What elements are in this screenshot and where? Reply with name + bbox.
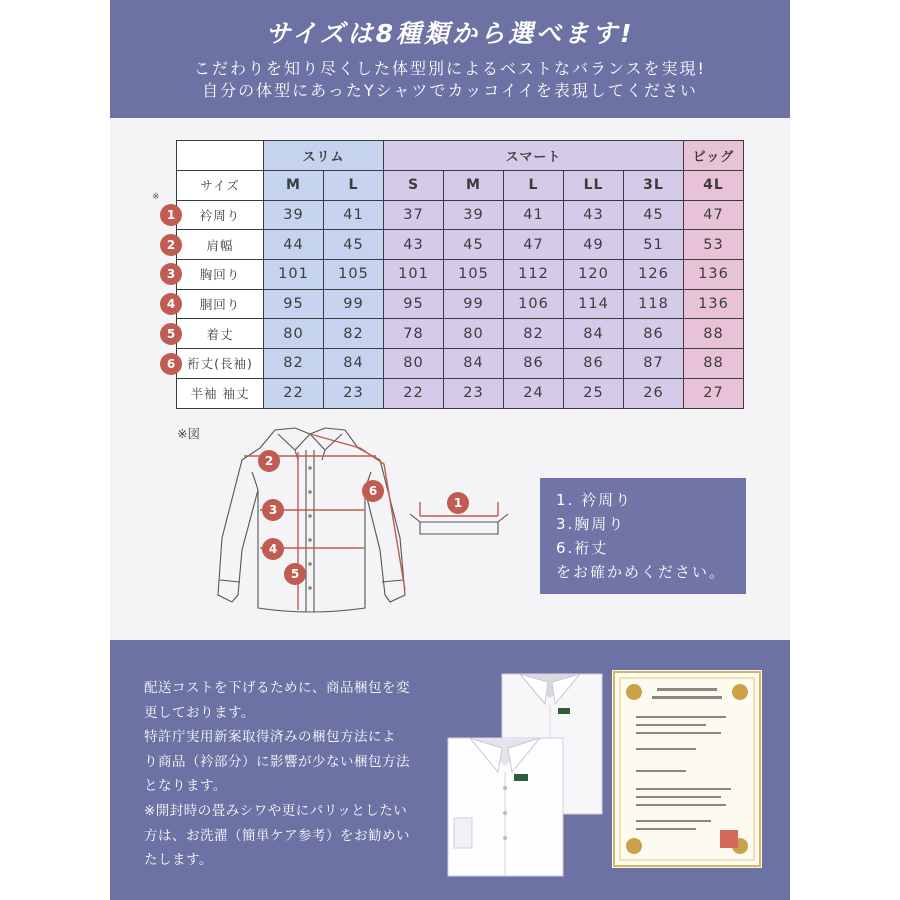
shirt-diagram <box>200 420 415 615</box>
table-cell: 45 <box>444 230 504 260</box>
info-line: 3.胸周り <box>556 515 626 533</box>
table-cell: 101 <box>384 260 444 290</box>
table-cell: 45 <box>324 230 384 260</box>
table-cell: 95 <box>264 289 324 319</box>
packaging-line: 特許庁実用新案取得済みの梱包方法によ <box>144 729 396 746</box>
table-cell: 24 <box>504 378 564 408</box>
row-label: 着丈 <box>177 319 264 349</box>
table-cell: 105 <box>444 260 504 290</box>
table-row <box>177 378 744 408</box>
table-row <box>177 200 744 230</box>
group-smart: スマート <box>384 141 684 171</box>
table-cell: 22 <box>264 378 324 408</box>
size-cell: S <box>384 171 444 201</box>
table-cell: 95 <box>384 289 444 319</box>
header-subtitle-2: 自分の体型にあったYシャツでカッコイイを表現してください <box>202 81 698 100</box>
table-cell: 136 <box>684 289 744 319</box>
size-cell: M <box>444 171 504 201</box>
row-label: 半袖 袖丈 <box>177 378 264 408</box>
row-badge: 3 <box>160 263 182 285</box>
info-box <box>540 478 746 594</box>
table-cell: 23 <box>324 378 384 408</box>
table-cell: 27 <box>684 378 744 408</box>
table-cell: 86 <box>564 349 624 379</box>
shirt-badge-3: 3 <box>262 499 284 521</box>
table-cell: 44 <box>264 230 324 260</box>
table-cell: 106 <box>504 289 564 319</box>
info-line: をお確かめください。 <box>556 563 727 581</box>
table-cell: 80 <box>444 319 504 349</box>
size-cell: 4L <box>684 171 744 201</box>
table-cell: 126 <box>624 260 684 290</box>
table-cell: 39 <box>444 200 504 230</box>
table-cell: 99 <box>324 289 384 319</box>
table-cell: 120 <box>564 260 624 290</box>
row-label: 衿周り <box>177 200 264 230</box>
table-cell: 105 <box>324 260 384 290</box>
table-cell: 51 <box>624 230 684 260</box>
group-header-row <box>177 141 744 171</box>
group-big: ビッグ <box>684 141 744 171</box>
table-cell: 84 <box>564 319 624 349</box>
shirt-badge-5: 5 <box>284 563 306 585</box>
table-cell: 101 <box>264 260 324 290</box>
table-cell: 82 <box>324 319 384 349</box>
size-table <box>176 140 744 409</box>
size-header-row <box>177 171 744 201</box>
row-label: 胸回り <box>177 260 264 290</box>
header-subtitle-1: こだわりを知り尽くした体型別によるベストなバランスを実現! <box>194 59 706 78</box>
row-badge: 6 <box>160 353 182 375</box>
size-cell: L <box>324 171 384 201</box>
row-label: 裄丈(長袖) <box>177 349 264 379</box>
table-cell: 53 <box>684 230 744 260</box>
group-slim: スリム <box>264 141 384 171</box>
row-badge: 1 <box>160 204 182 226</box>
packaging-line: 方は、お洗濯（簡単ケア参考）をお勧めい <box>144 827 410 844</box>
certificate-image <box>612 670 762 868</box>
table-cell: 39 <box>264 200 324 230</box>
figure-label: ※図 <box>177 426 200 441</box>
table-cell: 41 <box>504 200 564 230</box>
table-cell: 136 <box>684 260 744 290</box>
packaging-line: となります。 <box>144 778 227 795</box>
table-cell: 87 <box>624 349 684 379</box>
table-cell: 88 <box>684 349 744 379</box>
page-title: サイズは8種類から選べます! <box>265 19 635 48</box>
packaging-line: ※開封時の畳みシワや更にパリッとしたい <box>144 802 408 819</box>
info-line: 6.裄丈 <box>556 539 609 557</box>
table-cell: 43 <box>384 230 444 260</box>
table-cell: 82 <box>264 349 324 379</box>
table-row <box>177 230 744 260</box>
table-body <box>177 200 744 408</box>
table-cell: 86 <box>624 319 684 349</box>
size-cell: 3L <box>624 171 684 201</box>
table-cell: 37 <box>384 200 444 230</box>
table-corner <box>177 141 264 171</box>
packaging-line: 更しております。 <box>144 704 255 721</box>
table-cell: 22 <box>384 378 444 408</box>
table-cell: 114 <box>564 289 624 319</box>
row-badge: 2 <box>160 234 182 256</box>
table-cell: 49 <box>564 230 624 260</box>
table-cell: 25 <box>564 378 624 408</box>
table-cell: 80 <box>384 349 444 379</box>
table-cell: 41 <box>324 200 384 230</box>
row-label: 胴回り <box>177 289 264 319</box>
packaging-line: 配送コストを下げるために、商品梱包を変 <box>144 680 410 696</box>
table-cell: 88 <box>684 319 744 349</box>
table-row <box>177 349 744 379</box>
table-cell: 84 <box>324 349 384 379</box>
table-cell: 23 <box>444 378 504 408</box>
table-cell: 99 <box>444 289 504 319</box>
table-cell: 86 <box>504 349 564 379</box>
table-cell: 80 <box>264 319 324 349</box>
table-cell: 84 <box>444 349 504 379</box>
table-cell: 26 <box>624 378 684 408</box>
info-line: 1. 衿周り <box>556 491 633 509</box>
table-row <box>177 319 744 349</box>
table-cell: 112 <box>504 260 564 290</box>
table-cell: 47 <box>684 200 744 230</box>
packaging-text <box>144 676 444 873</box>
table-row <box>177 289 744 319</box>
table-row <box>177 260 744 290</box>
table-cell: 78 <box>384 319 444 349</box>
header-banner <box>110 0 790 118</box>
size-cell: LL <box>564 171 624 201</box>
size-label: サイズ <box>177 171 264 201</box>
note-mark: ※ <box>152 192 160 202</box>
packaging-line: たします。 <box>144 852 213 869</box>
table-cell: 82 <box>504 319 564 349</box>
table-cell: 118 <box>624 289 684 319</box>
table-cell: 45 <box>624 200 684 230</box>
row-badge: 5 <box>160 323 182 345</box>
shirt-badge-4: 4 <box>262 538 284 560</box>
row-label: 肩幅 <box>177 230 264 260</box>
row-badge: 4 <box>160 293 182 315</box>
table-cell: 43 <box>564 200 624 230</box>
shirt-badge-2: 2 <box>258 450 280 472</box>
packaging-line: り商品（衿部分）に影響が少ない梱包方法 <box>144 753 410 770</box>
packaged-shirts-photo <box>440 668 620 878</box>
collar-badge-1: 1 <box>447 492 469 514</box>
table-cell: 47 <box>504 230 564 260</box>
shirt-badge-6: 6 <box>362 480 384 502</box>
size-cell: M <box>264 171 324 201</box>
size-cell: L <box>504 171 564 201</box>
